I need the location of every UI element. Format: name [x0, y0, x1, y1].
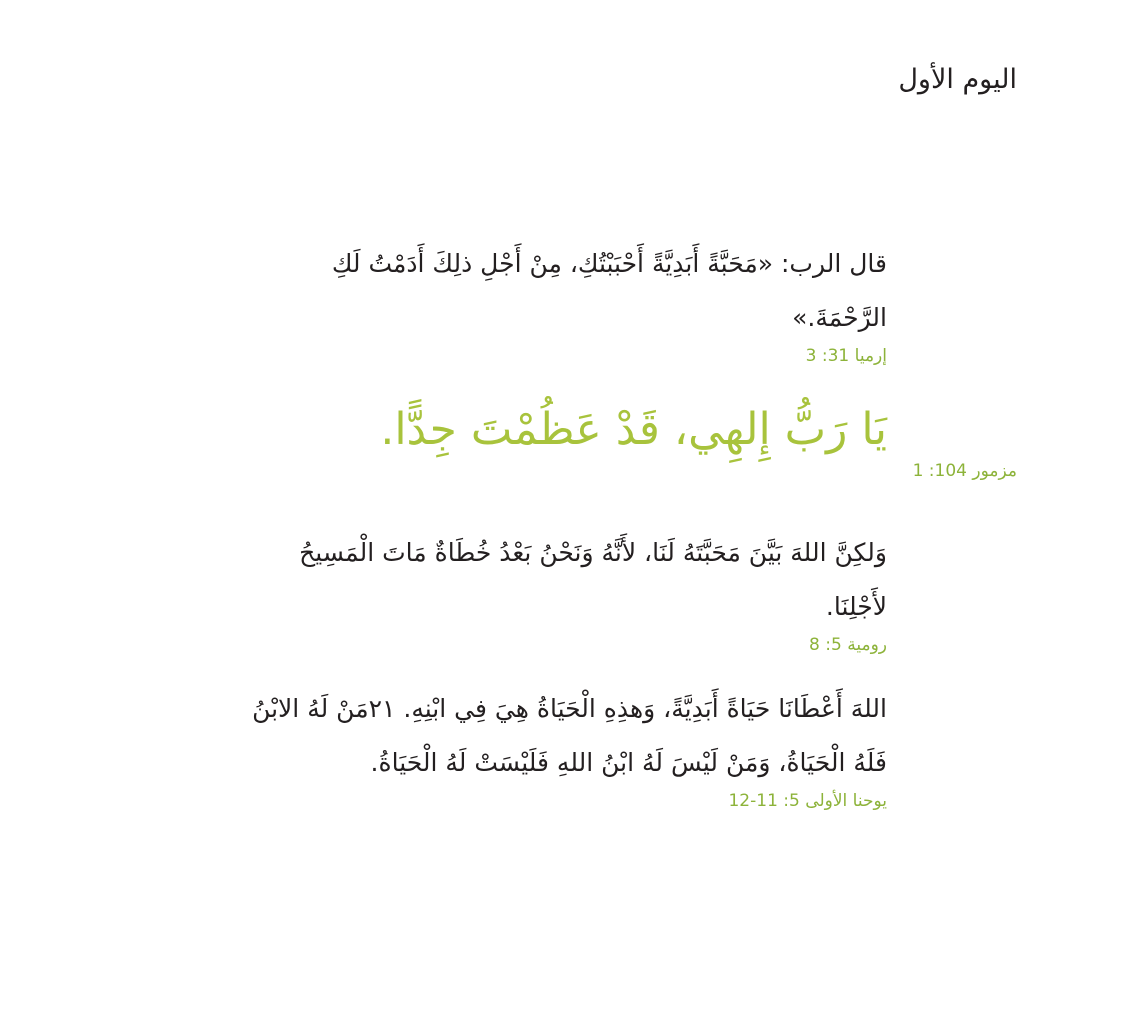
verse-line: وَلكِنَّ اللهَ بَيَّنَ مَحَبَّتَهُ لَنَا، لأَنَّهُ وَنَحْنُ بَعْدُ خُطَاةٌ مَاتَ الْمَسِيحُ: [299, 538, 887, 567]
highlight-quote-block: [117, 400, 1017, 482]
passage-1john: [167, 682, 887, 812]
passage-romans: [167, 526, 887, 656]
page-title: اليوم الأول: [898, 64, 1017, 95]
verse-line: الرَّحْمَةَ.»: [792, 303, 887, 332]
verse-reference: إرميا 31: 3: [805, 346, 887, 366]
verse-reference: يوحنا الأولى 5: 11-12: [728, 791, 887, 811]
highlight-quote: يَا رَبُّ إِلهِي، قَدْ عَظُمْتَ جِدًّا.: [380, 404, 887, 455]
highlight-reference: مزمور 104: 1: [912, 461, 1017, 481]
verse-line: فَلَهُ الْحَيَاةُ، وَمَنْ لَيْسَ لَهُ ابْنُ اللهِ فَلَيْسَتْ لَهُ الْحَيَاةُ.: [370, 748, 887, 777]
verse-line: اللهَ أَعْطَانَا حَيَاةً أَبَدِيَّةً، وَهذِهِ الْحَيَاةُ هِيَ فِي ابْنِهِ. ٢١مَنْ لَهُ الابْنُ: [252, 694, 887, 723]
passage-jeremiah: [167, 237, 887, 367]
verse-line: لأَجْلِنَا.: [825, 592, 887, 621]
verse-line: قال الرب: «مَحَبَّةً أَبَدِيَّةً أَحْبَبْتُكِ، مِنْ أَجْلِ ذلِكَ أَدَمْتُ لَكِ: [331, 249, 887, 278]
verse-reference: رومية 5: 8: [809, 635, 887, 655]
